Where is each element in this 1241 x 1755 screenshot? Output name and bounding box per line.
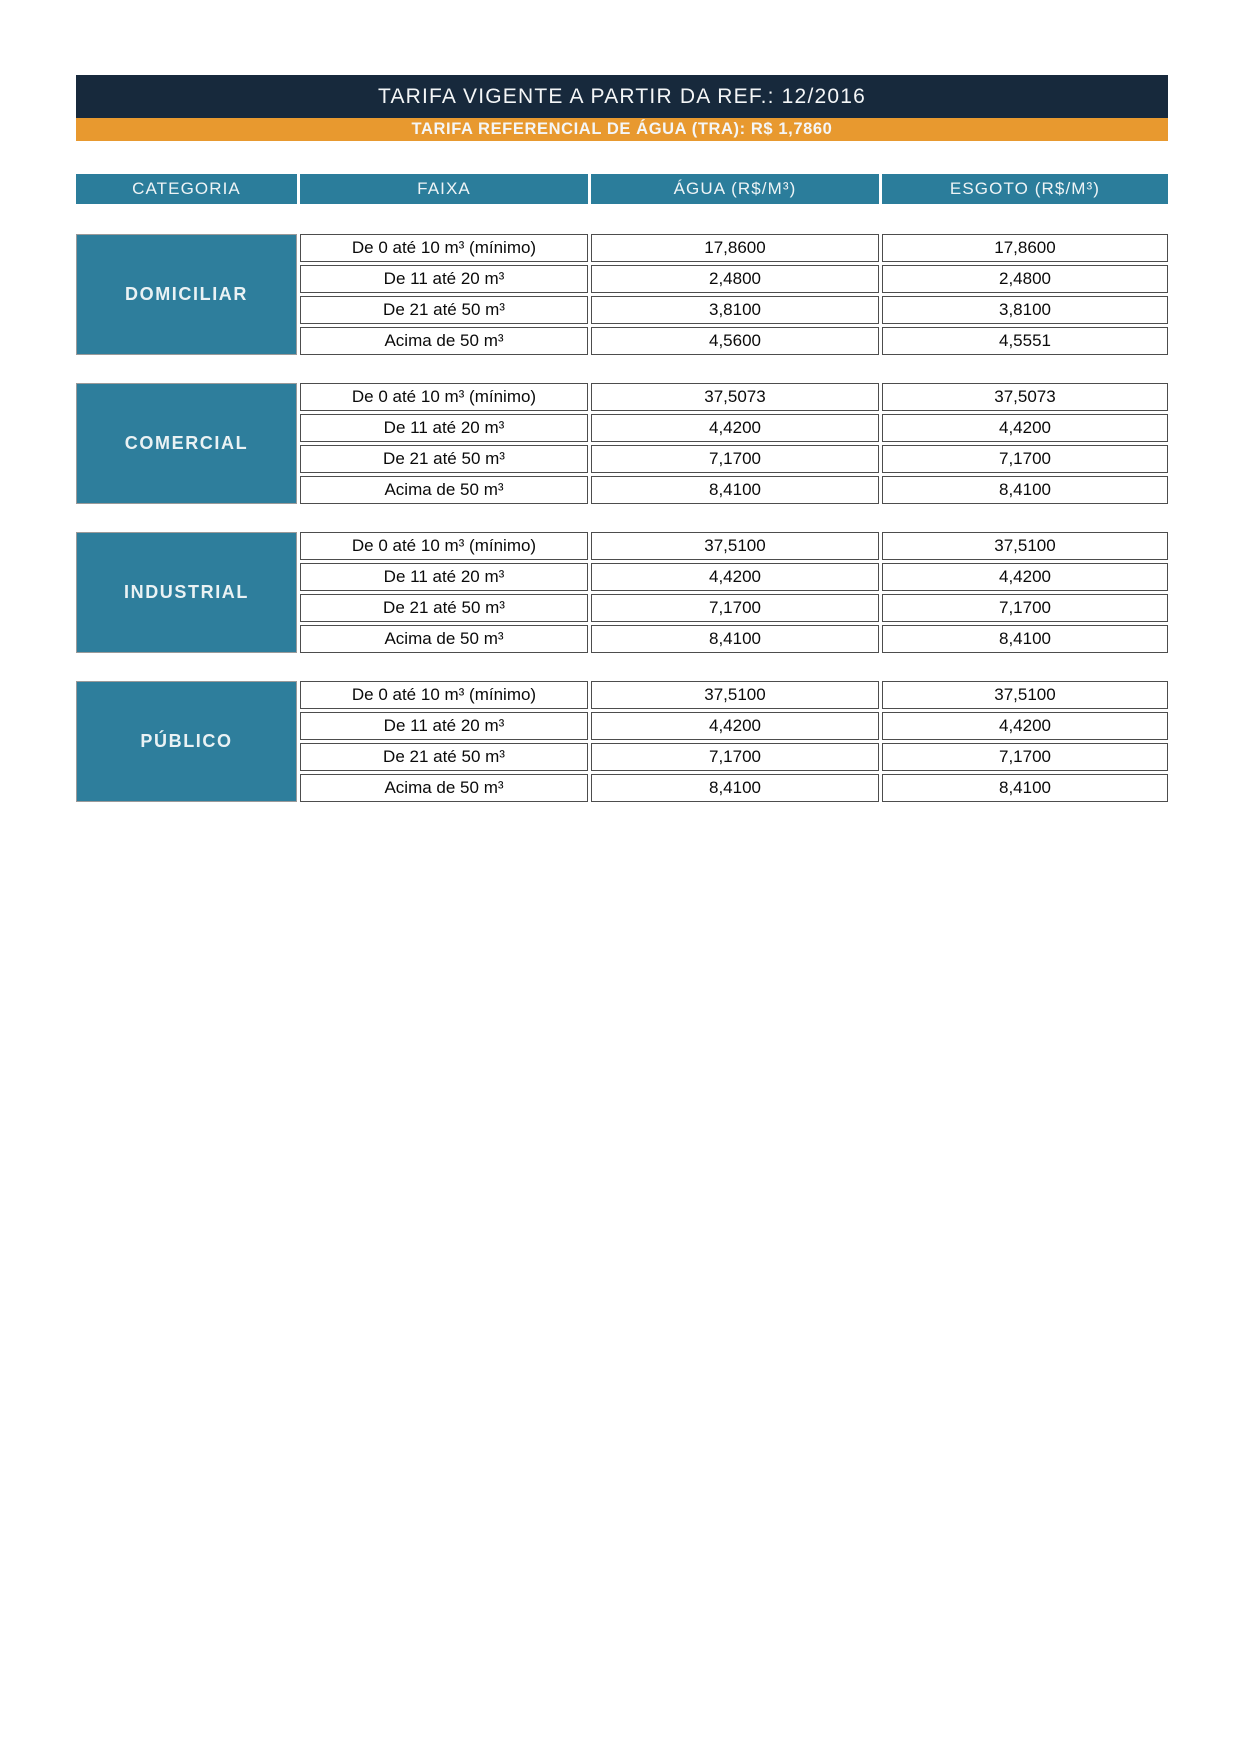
- faixa-cell: De 0 até 10 m³ (mínimo): [300, 532, 588, 560]
- title-bar: [76, 75, 1168, 118]
- faixa-cell: De 21 até 50 m³: [300, 594, 588, 622]
- esgoto-value-cell: 37,5100: [882, 532, 1168, 560]
- esgoto-value-cell: 8,4100: [882, 774, 1168, 802]
- agua-value-cell: 7,1700: [591, 445, 879, 473]
- category-label: INDUSTRIAL: [76, 532, 297, 653]
- category-block-domiciliar: [76, 234, 1168, 355]
- agua-value-cell: 4,5600: [591, 327, 879, 355]
- agua-value-cell: 4,4200: [591, 563, 879, 591]
- faixa-cell: De 21 até 50 m³: [300, 445, 588, 473]
- esgoto-value-cell: 4,4200: [882, 712, 1168, 740]
- agua-value-cell: 3,8100: [591, 296, 879, 324]
- agua-value-cell: 2,4800: [591, 265, 879, 293]
- agua-value-cell: 4,4200: [591, 712, 879, 740]
- agua-value-cell: 17,8600: [591, 234, 879, 262]
- esgoto-value-cell: 37,5100: [882, 681, 1168, 709]
- column-header-faixa: FAIXA: [300, 174, 588, 204]
- agua-value-cell: 8,4100: [591, 625, 879, 653]
- esgoto-value-cell: 4,4200: [882, 563, 1168, 591]
- title-text: TARIFA VIGENTE A PARTIR DA REF.: 12/2016: [377, 84, 866, 108]
- esgoto-value-cell: 17,8600: [882, 234, 1168, 262]
- esgoto-value-cell: 7,1700: [882, 594, 1168, 622]
- esgoto-value-cell: 7,1700: [882, 743, 1168, 771]
- subtitle-text: TARIFA REFERENCIAL DE ÁGUA (TRA): R$ 1,7860: [411, 120, 833, 138]
- faixa-cell: De 11 até 20 m³: [300, 414, 588, 442]
- column-header-agua: ÁGUA (R$/M³): [591, 174, 879, 204]
- agua-value-cell: 7,1700: [591, 594, 879, 622]
- category-label: COMERCIAL: [76, 383, 297, 504]
- tariff-blocks: [76, 234, 1168, 802]
- faixa-cell: De 21 até 50 m³: [300, 296, 588, 324]
- column-header-esgoto: ESGOTO (R$/M³): [882, 174, 1168, 204]
- faixa-cell: De 0 até 10 m³ (mínimo): [300, 234, 588, 262]
- esgoto-value-cell: 8,4100: [882, 625, 1168, 653]
- category-block-industrial: [76, 532, 1168, 653]
- agua-value-cell: 8,4100: [591, 774, 879, 802]
- agua-value-cell: 37,5100: [591, 532, 879, 560]
- agua-value-cell: 37,5100: [591, 681, 879, 709]
- faixa-cell: De 11 até 20 m³: [300, 265, 588, 293]
- document-content: [76, 75, 1168, 802]
- category-block-público: [76, 681, 1168, 802]
- agua-value-cell: 7,1700: [591, 743, 879, 771]
- agua-value-cell: 4,4200: [591, 414, 879, 442]
- faixa-cell: De 11 até 20 m³: [300, 712, 588, 740]
- category-label: PÚBLICO: [76, 681, 297, 802]
- esgoto-value-cell: 37,5073: [882, 383, 1168, 411]
- category-block-comercial: [76, 383, 1168, 504]
- faixa-cell: De 11 até 20 m³: [300, 563, 588, 591]
- esgoto-value-cell: 3,8100: [882, 296, 1168, 324]
- esgoto-value-cell: 7,1700: [882, 445, 1168, 473]
- faixa-cell: De 0 até 10 m³ (mínimo): [300, 383, 588, 411]
- esgoto-value-cell: 4,5551: [882, 327, 1168, 355]
- faixa-cell: Acima de 50 m³: [300, 476, 588, 504]
- subtitle-bar: [76, 118, 1168, 141]
- table-header-row: [76, 174, 1168, 204]
- faixa-cell: Acima de 50 m³: [300, 327, 588, 355]
- faixa-cell: De 21 até 50 m³: [300, 743, 588, 771]
- faixa-cell: Acima de 50 m³: [300, 774, 588, 802]
- esgoto-value-cell: 4,4200: [882, 414, 1168, 442]
- esgoto-value-cell: 2,4800: [882, 265, 1168, 293]
- agua-value-cell: 8,4100: [591, 476, 879, 504]
- category-label: DOMICILIAR: [76, 234, 297, 355]
- faixa-cell: Acima de 50 m³: [300, 625, 588, 653]
- column-header-categoria: CATEGORIA: [76, 174, 297, 204]
- agua-value-cell: 37,5073: [591, 383, 879, 411]
- faixa-cell: De 0 até 10 m³ (mínimo): [300, 681, 588, 709]
- esgoto-value-cell: 8,4100: [882, 476, 1168, 504]
